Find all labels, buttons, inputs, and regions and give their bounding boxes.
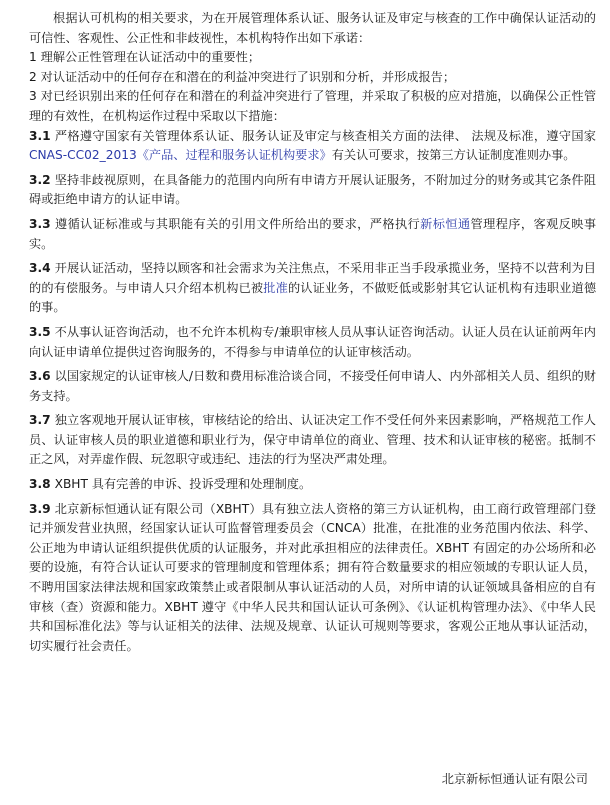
section-3-8 [29,475,596,495]
section-text: 北京新标恒通认证有限公司（XBHT）具有独立法人资格的第三方认证机构，由工商行政管理部门登记并颁发营业执照，经国家认证认可监督管理委员会（CNCA）批准，在批准的业务范围内依法、科学、公正地为申请认证组织提供优质的认证服务，并对此承担相应的法律责任。XBHT 有固定的办公场所和必要的设施，有符合认证认可要求的管理制度和管理体系；拥有符合数量要求的相应领域的专职认证人员，不聘用国家法律法规和国家政策禁止或者限制从事认证活动的人员，对所申请的认证领域具备相应的自有审核（查）资源和能力。XBHT 遵守《中华人民共和国认证认可条例》、《认证机构管理办法》、《中华人民共和国标准化法》等与认证相关的法律、法规及规章、认证认可规则等要求，客观公正地从事认证活动，切实履行社会责任。 [29,501,596,653]
approval-link[interactable]: 批准 [263,280,288,295]
section-3-3 [29,215,596,254]
section-3-2 [29,171,596,210]
section-text: 严格遵守国家有关管理体系认证、服务认证及审定与核查相关方面的法律、 法规及标准，遵守国家 [54,128,596,143]
section-number: 3.1 [29,128,51,143]
section-text: 有关认可要求，按第三方认证制度准则办事。 [331,148,576,163]
section-number: 3.5 [29,324,51,339]
item-number: 1 [29,50,37,65]
section-text: 开展认证活动，坚持以顾客和社会需求为关注焦点，不采用非正当手段承揽业务，坚持不以营利为目的的有偿服务。与申请人只介绍本机构已被 [29,261,596,295]
intro-paragraph: 根据认可机构的相关要求，为在开展管理体系认证、服务认证及审定与核查的工作中确保认证活动的可信性、客观性、公正性和非歧视性，本机构特作出如下承诺： [29,11,596,45]
item-1 [29,48,596,68]
section-number: 3.6 [29,369,51,384]
item-number: 2 [29,69,37,84]
section-text: XBHT 具有完善的申诉、投诉受理和处理制度。 [54,477,312,492]
section-text: 以国家规定的认证审核人/日数和费用标准洽谈合同，不接受任何申请人、内外部相关人员、组织的财务支持。 [29,369,596,403]
section-3-9 [29,500,596,657]
section-text: 遵循认证标准或与其职能有关的引用文件所给出的要求，严格执行 [54,216,421,231]
section-text: 不从事认证咨询活动，也不允许本机构专/兼职审核人员从事认证咨询活动。认证人员在认证前两年内向认证申请单位提供过咨询服务的，不得参与申请单位的认证审核活动。 [29,324,596,359]
section-3-1 [29,127,596,166]
section-3-6 [29,367,596,406]
company-signature: 北京新标恒通认证有限公司 [441,772,588,786]
section-number: 3.8 [29,477,51,492]
section-text: 独立客观地开展认证审核，审核结论的给出、认证决定工作不受任何外来因素影响，严格规范工作人员、认证审核人员的职业道德和职业行为，保守申请单位的商业、管理、技术和认证审核的秘密。抵制不正之风，对弄虚作假、玩忽职守或违纪、违法的行为坚决严肃处理。 [29,413,596,467]
section-number: 3.2 [29,172,51,187]
company-link[interactable]: 新标恒通 [420,216,471,231]
section-number: 3.9 [29,501,51,516]
section-text: 管理程序，客观反映事实。 [29,216,597,251]
standard-link[interactable]: CNAS-CC02_2013《产品、过程和服务认证机构要求》 [29,148,332,163]
item-2 [29,68,596,88]
section-3-4 [29,259,596,318]
item-text: 对认证活动中的任何存在和潜在的利益冲突进行了识别和分析，并形成报告； [40,69,456,84]
item-3 [29,87,596,126]
section-text: 坚持非歧视原则，在具备能力的范围内向所有申请方开展认证服务，不附加过分的财务或其它条件阻碍或拒绝申请方的认证申请。 [29,172,596,207]
section-number: 3.3 [29,216,51,231]
item-text: 对已经识别出来的任何存在和潜在的利益冲突进行了管理，并采取了积极的应对措施，以确保公正性管理的有效性，在机构运作过程中采取以下措施： [29,89,597,123]
section-3-5 [29,323,596,362]
section-number: 3.7 [29,413,51,428]
section-text: 的认证业务，不做贬低或影射其它认证机构有违职业道德的事。 [29,280,597,315]
item-text: 理解公正性管理在认证活动中的重要性； [40,50,261,65]
section-3-7 [29,411,596,470]
item-number: 3 [29,89,37,104]
section-number: 3.4 [29,261,51,276]
